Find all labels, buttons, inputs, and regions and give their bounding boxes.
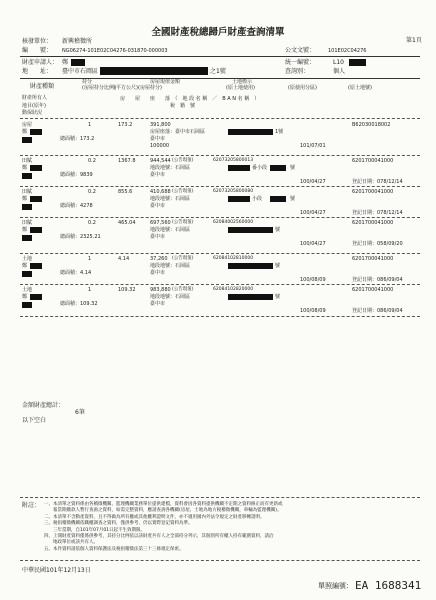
redaction-block [22,204,32,210]
record-value: 944,544 [150,158,171,164]
record-location-tail: 號 [290,165,296,171]
record-location-label: 地段地號：石岡區 [150,196,191,202]
doc-no-value: 101E02C04276 [328,47,367,54]
record-parcel: 62084002560000 [213,220,254,225]
record-value: 697,560 [150,220,171,226]
header-dash-rule [20,118,420,119]
serial-value: NG06274-101E02C04276-031870-000003 [62,47,168,54]
page-number: 第1頁 [406,37,422,44]
record-value: 391,800 [150,122,171,128]
record-code: 6201700041000 [352,256,394,262]
record-city: 臺中市 [150,234,166,240]
record-location-mid: 小段 [252,196,263,202]
record-code: 6201700041000 [352,220,394,226]
redaction-block [30,165,42,171]
record-code: B62030018002 [352,122,391,128]
redaction-block [30,263,42,269]
uid-label: 統一編號： [285,59,316,66]
record-share: 0.2 [88,220,96,226]
record-location-tail: 號 [275,227,281,233]
record-extra: 100000 [150,143,170,149]
record-city: 臺中市 [150,301,166,307]
record-location-label: 地段地號：石岡區 [150,165,191,171]
redaction-block [228,165,250,171]
record-date: 101/07/01 [300,143,326,149]
record-share: 1 [88,287,92,293]
record-owner-name: 鄭 [22,227,28,233]
record-location-label: 房屋座落：臺中市石岡區 [150,129,206,135]
note-line: 三、稅捐稽徵機關依職權調查之資料，僅供參考，仍以實際登記資料為準。 [44,521,193,527]
notes-label: 附註： [22,502,41,509]
record-kind: 田賦 [22,158,33,164]
record-share: 1 [88,256,92,262]
redaction-block [228,294,273,300]
record-location-label: 地段地號：石岡區 [150,294,191,300]
record-kind: 土地 [22,256,33,262]
record-value: 37,260 [150,256,168,262]
record-location-tail: 1號 [275,129,284,135]
record-total-area: 總面積：173.2 [60,136,95,142]
notes-bottom-rule [20,560,420,561]
redaction-block [22,271,32,277]
owner-label: 財產申請人： [22,59,59,66]
doc-no-label: 公文文號： [285,47,316,54]
note-line: 二、本清單不含動產資料，且不得做為所有權或其他權利證明文件，亦不適用國內外法令規定之財產移轉證明。 [44,514,265,520]
redaction-block [349,59,366,66]
record-location-tail: 號 [290,196,296,202]
header-row2-cell: 地目(原年) [22,103,46,109]
header-cell: (原土地使用) [226,85,255,91]
note-line: 一、本清單之資料係由各稽徵機關、監理機關業務單位提供建檔，資料會因各資料提供機關不定期之資料修正而有更新或 [44,502,283,507]
redaction-block [228,129,273,135]
record-total-area: 總面積：2325.21 [60,234,101,240]
record-share: 0.2 [88,189,96,195]
record-owner-name: 鄭 [22,165,28,171]
record-parcel: 62073205800013 [213,158,254,163]
redaction-block [270,165,286,171]
record-separator [20,316,420,317]
record-date: 100/08/09 [300,277,326,283]
record-total-area: 總面積：9839 [60,172,93,178]
form-no-label: 單照編號： [318,582,353,590]
record-code: 6201700041000 [352,158,394,164]
header-owner-share: 持分 [82,79,93,85]
address-value: 臺中市石岡區 [62,68,99,75]
record-code: 6201700041000 [352,287,394,293]
redaction-block [22,173,32,179]
record-total-area: 總面積：109.32 [60,301,98,307]
total-count: 6筆 [75,409,85,416]
redaction-block [100,67,208,75]
redaction-block [30,129,42,135]
record-annotation: (公告現值) [172,220,194,225]
record-date: 100/08/09 [300,308,326,314]
record-area: 465.04 [118,220,136,226]
record-total-area: 總面積：4.14 [60,270,92,276]
record-separator [20,284,420,285]
record-parcel: 62073205800080 [213,189,254,194]
header-cell: (房屋持分) [138,85,162,91]
header-cell: (原土地號) [348,85,372,91]
record-location-tail: 號 [275,294,281,300]
scope-label: 查詢別： [285,68,310,75]
office-value: 新興稽徵所 [62,38,93,45]
record-kind: 房屋 [22,122,33,128]
record-area: 109.32 [118,287,136,293]
serial-label: 編 號： [22,47,53,54]
record-register-date: 登記日期：086/09/04 [352,277,403,283]
redaction-block [71,59,85,66]
note-line: 三年當期，自101年07月01日起不生效期限。 [44,527,146,533]
notes-top-rule [20,497,420,498]
record-annotation: (公告現值) [172,287,194,292]
note-line: 四、上開財產資料僅係供參考，其持分比例依以該財產共有人之全部持分列示，其個別所有權人持有範圍資料，請洽 [44,534,274,539]
header-row2-mid: 房 屋 座 落 （ 地 段 名 稱 ／ B A N 名 稱 ） [120,96,260,102]
document-title: 全國財產稅總歸戶財產查詢清單 [151,27,285,38]
record-date: 100/04/27 [300,179,326,185]
end-label: 以下空白 [22,417,47,424]
record-location-label: 地段地號：石岡區 [150,227,191,233]
total-label: 金額財產總計： [22,402,65,409]
header-cell: (原使用分區) [288,85,317,91]
redaction-block [228,196,250,202]
table-top-rule [20,78,420,79]
record-separator [20,186,420,187]
record-code: 6201700041000 [352,189,394,195]
note-line: 地政單位或該共有人。 [44,540,98,546]
uid-value: L10 [333,59,344,66]
record-share: 0.2 [88,158,96,164]
record-register-date: 登記日期：058/09/20 [352,241,403,247]
redaction-block [30,227,42,233]
record-owner-name: 鄭 [22,263,28,269]
form-no-value: EA 1688341 [355,579,422,592]
record-parcel: 62084102810000 [213,256,254,261]
record-kind: 田賦 [22,189,33,195]
header-cell: 土地標示 [232,79,253,85]
header-cell: (房屋持分比例) [82,85,116,91]
header-cell: 房屋現值金額 [150,79,181,85]
record-register-date: 登記日期：086/09/04 [352,308,403,314]
address-label: 地 址： [22,68,53,75]
office-label: 核發單位： [22,38,53,45]
record-separator [20,217,420,218]
redaction-block [22,302,32,308]
record-kind: 田賦 [22,220,33,226]
record-annotation: (公告現值) [172,256,194,261]
address-tail: 之1號 [210,68,226,75]
scope-value: 個人 [333,68,346,75]
redaction-block [30,196,42,202]
record-annotation: (公告現值) [172,158,194,163]
record-share: 1 [88,122,92,128]
header-cell: (平方公尺) [114,85,138,91]
header-row2-mid2: 稅 籍 號 [170,103,196,109]
record-total-area: 總面積：4278 [60,203,93,209]
record-parcel: 62084102820000 [213,287,254,292]
record-owner-name: 鄭 [22,129,28,135]
record-separator [20,155,420,156]
redaction-block [270,196,286,202]
record-owner-name: 鄭 [22,196,28,202]
record-city: 臺中市 [150,172,166,178]
record-area: 4.14 [118,256,130,262]
record-kind: 土地 [22,287,33,293]
record-annotation: (公告現值) [172,189,194,194]
record-owner-name: 鄭 [22,294,28,300]
record-location-mid: 番小段 [252,165,268,171]
record-value: 410,688 [150,189,171,195]
redaction-block [22,235,32,241]
record-area: 1367.8 [118,158,136,164]
header-row2-cell: 財產所有人 [22,95,48,101]
header-row2-cell: 動保狀況 [22,110,43,116]
meta-divider [20,56,420,57]
issue-date: 中華民國101年12月13日 [22,567,91,574]
record-date: 100/04/27 [300,210,326,216]
record-date: 100/04/27 [300,241,326,247]
record-location-tail: 號 [275,263,281,269]
note-line: 報當期繳款人暫行查詢之資料，如需完整資料，應請查詢各機關(房屋、土地為地方稅稽徵機關，車輛為監理機關)。 [44,508,282,514]
header-category: 財產種類 [30,83,55,90]
redaction-block [30,294,42,300]
record-value: 983,880 [150,287,171,293]
record-location-label: 地段地號：石岡區 [150,263,191,269]
record-area: 855.6 [118,189,133,195]
record-register-date: 登記日期：078/12/14 [352,179,403,185]
record-separator [20,253,420,254]
record-area: 173.2 [118,122,133,128]
redaction-block [22,137,32,143]
record-city: 臺中市 [150,136,166,142]
record-city: 臺中市 [150,270,166,276]
record-city: 臺中市 [150,203,166,209]
record-register-date: 登記日期：078/12/14 [352,210,403,216]
owner-value: 鄭 [62,59,69,66]
note-line: 五、本件資料請依個人資料保護法及稅捐稽徵法第三十三條規定保密。 [44,546,184,552]
redaction-block [228,263,273,269]
redaction-block [228,227,273,233]
